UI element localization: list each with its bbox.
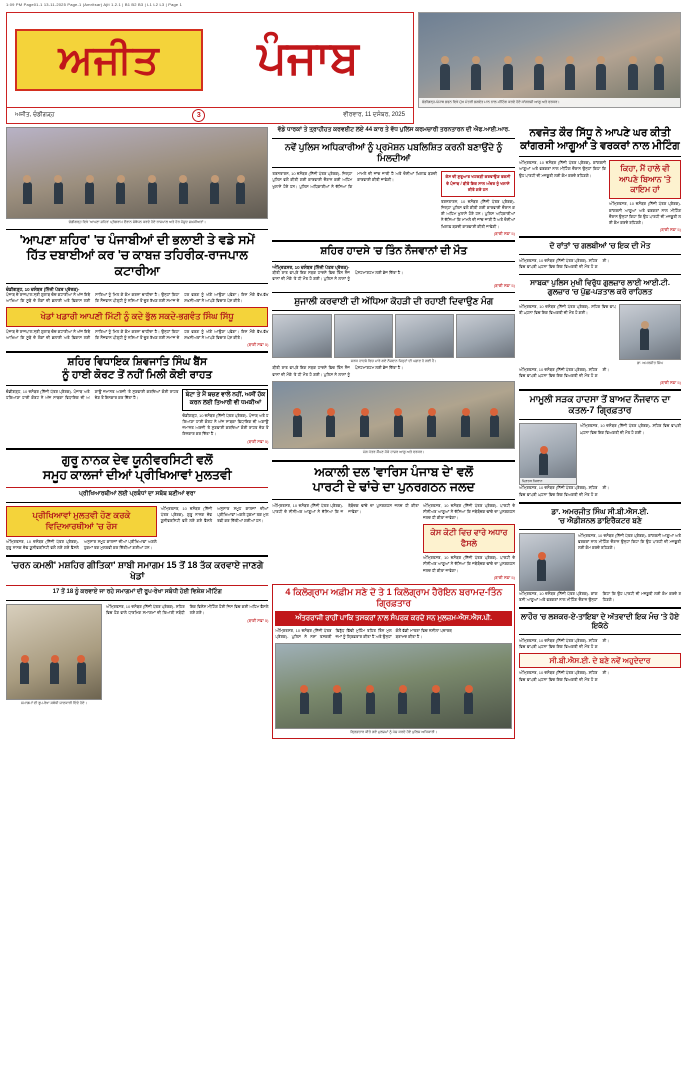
murder-body-2: ਅੰਮ੍ਰਿਤਸਰ, 10 ਦਸੰਬਰ (ਨਿੱਜੀ ਪੱਤਰ ਪ੍ਰੇਰਕ)- ਸ਼ਹਿਰ ਵਿਚ ਵਾਪਰੀ ਘਟਨਾ ਵਿਚ ਇਕ ਵਿਅਕਤੀ ਦੀ ਮੌਤ ਹੋ ਗਈ। (518, 485, 609, 497)
night-headline: ਦੋ ਰਾਂਤਾਂ 'ਚ ਗਲਬੀਆਂ 'ਚ ਇਕ ਦੀ ਮੌਤ (549, 241, 651, 251)
masthead-logo-area (6, 12, 414, 108)
samagam-sub: 17 ਤੋਂ 18 ਨੂੰ ਕਰਵਾਏ ਜਾ ਰਹੇ ਸਮਾਗਮਾਂ ਦੀ ਰੂਪ-ਰੇਖਾ ਸਬੰਧੀ ਹੋਈ ਵਿਸ਼ੇਸ਼ ਮੀਟਿੰਗ (52, 589, 222, 596)
samagam-photo-figures (7, 605, 101, 699)
akali-headline-line1: ਅਕਾਲੀ ਦਲ 'ਵਾਰਿਸ ਪੰਜਾਬ ਦੇ' ਵਲੋਂ (314, 464, 474, 479)
dateline-bar (6, 108, 414, 124)
photo-figures (419, 13, 680, 107)
police-headline: ਨਵੇਂ ਪੁਲਿਸ ਅਧਿਕਾਰੀਆਂ ਨੂੰ ਪ੍ਰਮੋਸ਼ਨ ਪਬਲਿਸ਼ਿਤ ਕਰਨੀ ਬਣਾਉਂਦੇ ਨੂੰ ਮਿਲਦੀਆਂ (284, 141, 503, 164)
story-sidhu-meeting (519, 127, 681, 232)
akali-body-side: ਅੰਮ੍ਰਿਤਸਰ, 10 ਦਸੰਬਰ (ਨਿੱਜੀ ਪੱਤਰ ਪ੍ਰੇਰਕ)- ਪਾਰਟੀ ਦੇ ਸੀਨੀਅਰ ਆਗੂਆਂ ਨੇ ਦੱਸਿਆ ਕਿ ਜਥੇਬੰਦਕ ਢਾਂਚੇ ਦਾ ਪੁਨਰਗਠਨ ਜਲਦ ਹੀ ਕੀਤਾ ਜਾਵੇਗਾ। (422, 502, 515, 521)
print-slug-bar: 1:09 PM Page01-1 13-11-2025 Page-1 (Amritsar) Ajit 1.2.1 | B1 B2 B3 | L1 L2 L3 | Page 1 (6, 2, 183, 7)
bains-body-side: ਚੰਡੀਗੜ੍ਹ, 10 ਦਸੰਬਰ (ਨਿੱਜੀ ਪੱਤਰ ਪ੍ਰੇਰਕ)- ਪੰਜਾਬ ਅਤੇ ਹਰਿਆਣਾ ਹਾਈ ਕੋਰਟ ਨੇ ਅੱਜ ਸਾਬਕਾ ਵਿਧਾਇਕ ਦੀ ਅਗਾਊਂ ਜ਼ਮਾਨਤ ਅਰਜ਼ੀ 'ਤੇ ਸੁਣਵਾਈ ਕਰਦਿਆਂ ਕੋਈ ਰਾਹਤ ਦੇਣ ਤੋਂ ਇਨਕਾਰ ਕਰ ਦਿੱਤਾ ਹੈ। (182, 412, 269, 437)
ad-text: ਸੀ.ਬੀ.ਐਸ.ਈ. ਦੇ ਬਣੇ ਨਵੇਂ ਅਹੁਦੇਦਾਰ (549, 656, 651, 666)
sidhu-headline-line1: ਨਵਜੋਤ ਕੌਰ ਸਿੱਧੂ ਨੇ ਆਪਣੇ ਘਰ ਕੀਤੀ (529, 127, 671, 139)
chief-portrait-caption: ਡਾ. ਅਮਰਜੀਤ ਸਿੰਘ (637, 360, 663, 365)
victim-photo-1 (272, 314, 331, 358)
murder-headline: ਮਾਮੂਲੀ ਸੜਕ ਹਾਦਸਾ ਤੋਂ ਬਾਅਦ ਨੌਜਵਾਨ ਦਾ ਕਤਲ-7 ਗ੍ਰਿਫ਼ਤਾਰ (529, 393, 671, 416)
gndu-banner: ਪ੍ਰੀਖਿਆਵਾਂ ਮੁਲਤਵੀ ਹੋਣ ਕਰਕੇ ਵਿਦਿਆਰਥੀਆਂ 'ਚ ਰੋਸ (6, 506, 157, 537)
samagam-body: ਅੰਮ੍ਰਿਤਸਰ, 10 ਦਸੰਬਰ (ਨਿੱਜੀ ਪੱਤਰ ਪ੍ਰੇਰਕ)- ਸ਼ਹਿਰ ਵਿਚ ਹੋਣ ਵਾਲੇ ਧਾਰਮਿਕ ਸਮਾਗਮਾਂ ਦੀ ਤਿਆਰੀ ਸਬੰਧੀ ਇਕ ਵਿਸ਼ੇਸ਼ ਮੀਟਿੰਗ ਹੋਈ ਜਿਸ ਵਿਚ ਕਈ ਅਹਿਮ ਫੈਸਲੇ ਲਏ ਗਏ। (106, 604, 269, 616)
punjab-wordmark: ਪੰਜਾਬ (257, 31, 359, 83)
victim-photo-2 (334, 314, 393, 358)
night-body: ਅੰਮ੍ਰਿਤਸਰ, 10 ਦਸੰਬਰ (ਨਿੱਜੀ ਪੱਤਰ ਪ੍ਰੇਰਕ)- ਸ਼ਹਿਰ ਵਿਚ ਵਾਪਰੀ ਘਟਨਾ ਵਿਚ ਇਕ ਵਿਅਕਤੀ ਦੀ ਮੌਤ ਹੋ ਗਈ। (518, 257, 609, 269)
page-number-badge: 3 (192, 109, 205, 122)
column-middle (272, 127, 515, 739)
bains-continued: (ਬਾਕੀ ਸਫ਼ਾ 5) (247, 438, 269, 444)
akali-headline-line2: ਪਾਰਟੀ ਦੇ ਢਾਂਚੇ ਦਾ ਪੁਨਰਗਠਨ ਜਲਦ (312, 480, 475, 495)
story-road-accident (272, 245, 515, 289)
story-gndu (6, 453, 268, 551)
cbse-body-2: ਅੰਮ੍ਰਿਤਸਰ, 10 ਦਸੰਬਰ (ਨਿੱਜੀ ਪੱਤਰ ਪ੍ਰੇਰਕ)- ਕਾਂਗਰਸੀ ਆਗੂਆਂ ਅਤੇ ਵਰਕਰਾਂ ਨਾਲ ਮੀਟਿੰਗ ਦੌਰਾਨ ਉਨ੍ਹਾਂ ਕਿਹਾ ਕਿ ਉਹ ਪਾਰਟੀ ਦੀ ਮਜ਼ਬੂਤੀ ਲਈ ਕੰਮ ਕਰਦੇ ਰਹਿਣਗੇ। (518, 590, 681, 602)
masthead-photo (418, 12, 681, 108)
victim-photo-row (272, 314, 515, 358)
sidhu-body: ਅੰਮ੍ਰਿਤਸਰ, 10 ਦਸੰਬਰ (ਨਿੱਜੀ ਪੱਤਰ ਪ੍ਰੇਰਕ)- ਕਾਂਗਰਸੀ ਆਗੂਆਂ ਅਤੇ ਵਰਕਰਾਂ ਨਾਲ ਮੀਟਿੰਗ ਦੌਰਾਨ ਉਨ੍ਹਾਂ ਕਿਹਾ ਕਿ ਉਹ ਪਾਰਟੀ ਦੀ ਮਜ਼ਬੂਤੀ ਲਈ ਕੰਮ ਕਰਦੇ ਰਹਿਣਗੇ। (518, 160, 606, 178)
police-inset-text: ਕੇਸ ਦੀ ਸ਼ੁਰੂਆਤ ਖਟਕੜੀ ਕਰਵਾਉਣ ਤਕਸੀ ਦੇ ਪੰਜਾਬ / ਬੀਤੇ ਇਕ ਸਾਲ ਅੰਦਰ ਨੂੰ ਖਲਾਸੇ ਕੀਤੇ ਗਏ ਹਨ (445, 174, 511, 193)
masthead-photo-caption: ਚੰਡੀਗੜ੍ਹ-ਪੰਜਾਬ ਭਵਨ ਵਿਖੇ ਮੁੱਖ ਮੰਤਰੀ ਭਗਵੰਤ ਮਾਨ ਨਾਲ ਮੀਟਿੰਗ ਕਰਦੇ ਹੋਏ ਕਾਂਗਰਸੀ ਆਗੂ ਅਤੇ ਵਰਕਰ। (419, 98, 680, 107)
cbse-headline-line2: 'ਚ ਐਡੀਸ਼ਨਲ ਡਾਇਰੈਕਟਰ ਬਣੇ (558, 516, 642, 526)
akali-banner: ਕੇਸ ਕੋਟੀ ਵਿਚ ਵਾਰੇ ਅਧਾਰ ਫੈਸਲੇ (423, 524, 515, 553)
gndu-headline-line1: ਗੁਰੂ ਨਾਨਕ ਦੇਵ ਯੂਨੀਵਰਸਿਟੀ ਵਲੋਂ (61, 452, 213, 467)
drug-photo-caption: ਗ੍ਰਿਫ਼ਤਾਰ ਕੀਤੇ ਗਏ ਮੁਲਜ਼ਮਾਂ ਨੂੰ ਪੇਸ਼ ਕਰਦੇ ਹੋਏ ਪੁਲਿਸ ਅਧਿਕਾਰੀ। (350, 729, 438, 734)
group-photo (272, 381, 515, 449)
story-police-promotion (272, 127, 515, 236)
akali-body: ਅੰਮ੍ਰਿਤਸਰ, 10 ਦਸੰਬਰ (ਨਿੱਜੀ ਪੱਤਰ ਪ੍ਰੇਰਕ)- ਪਾਰਟੀ ਦੇ ਸੀਨੀਅਰ ਆਗੂਆਂ ਨੇ ਦੱਸਿਆ ਕਿ ਜਥੇਬੰਦਕ ਢਾਂਚੇ ਦਾ ਪੁਨਰਗਠਨ ਜਲਦ ਹੀ ਕੀਤਾ ਜਾਵੇਗਾ। (272, 502, 419, 514)
gndu-body-2: ਅੰਮ੍ਰਿਤਸਰ, 10 ਦਸੰਬਰ (ਨਿੱਜੀ ਪੱਤਰ ਪ੍ਰੇਰਕ)- ਗੁਰੂ ਨਾਨਕ ਦੇਵ ਯੂਨੀਵਰਸਿਟੀ ਵਲੋਂ ਲਏ ਗਏ ਫੈਸਲੇ ਅਨੁਸਾਰ ਸਮੂਹ ਕਾਲਜਾਂ ਦੀਆਂ ਪ੍ਰੀਖਿਆਵਾਂ ਅਗਲੇ ਹੁਕਮਾਂ ਤਕ ਮੁਲਤਵੀ ਕਰ ਦਿੱਤੀਆਂ ਗਈਆਂ ਹਨ। (160, 505, 269, 523)
akali-body-side2: ਅੰਮ੍ਰਿਤਸਰ, 10 ਦਸੰਬਰ (ਨਿੱਜੀ ਪੱਤਰ ਪ੍ਰੇਰਕ)- ਪਾਰਟੀ ਦੇ ਸੀਨੀਅਰ ਆਗੂਆਂ ਨੇ ਦੱਸਿਆ ਕਿ ਜਥੇਬੰਦਕ ਢਾਂਚੇ ਦਾ ਪੁਨਰਗਠਨ ਜਲਦ ਹੀ ਕੀਤਾ ਜਾਵੇਗਾ। (422, 555, 515, 573)
gndu-body: ਅੰਮ੍ਰਿਤਸਰ, 10 ਦਸੰਬਰ (ਨਿੱਜੀ ਪੱਤਰ ਪ੍ਰੇਰਕ)- ਗੁਰੂ ਨਾਨਕ ਦੇਵ ਯੂਨੀਵਰਸਿਟੀ ਵਲੋਂ ਲਏ ਗਏ ਫੈਸਲੇ ਅਨੁਸਾਰ ਸਮੂਹ ਕਾਲਜਾਂ ਦੀਆਂ ਪ੍ਰੀਖਿਆਵਾਂ ਅਗਲੇ ਹੁਕਮਾਂ ਤਕ ਮੁਲਤਵੀ ਕਰ ਦਿੱਤੀਆਂ ਗਈਆਂ ਹਨ। (6, 538, 157, 550)
lead-photo-figures (7, 128, 267, 218)
murder-victim-photo (519, 423, 577, 485)
gndu-deck: ਪ੍ਰੀਖਿਆਰਥੀਆਂ ਲਈ ਪ੍ਰਬੰਧਾਂ ਦਾ ਸਬੱਬ ਬਣੀਆਂ ਵਰਾ (79, 490, 196, 497)
police-inset-box (441, 171, 515, 197)
lead-headline-line1: 'ਆਪਣਾ ਸ਼ਹਿਰ' 'ਚ ਪੰਜਾਬੀਆਂ ਦੀ ਭਲਾਈ ਤੇ ਵਡੇ ਸਮੇਂ (19, 232, 255, 247)
murder-victim-caption: ਮ੍ਰਿਤਕ ਨੌਜਵਾਨ (520, 478, 576, 484)
lead-byline: ਚੰਡੀਗੜ੍ਹ, 10 ਦਸੰਬਰ (ਨਿੱਜੀ ਪੱਤਰ ਪ੍ਰੇਰਕ)- (6, 286, 80, 292)
bains-body: ਚੰਡੀਗੜ੍ਹ, 10 ਦਸੰਬਰ (ਨਿੱਜੀ ਪੱਤਰ ਪ੍ਰੇਰਕ)- ਪੰਜਾਬ ਅਤੇ ਹਰਿਆਣਾ ਹਾਈ ਕੋਰਟ ਨੇ ਅੱਜ ਸਾਬਕਾ ਵਿਧਾਇਕ ਦੀ ਅਗਾਊਂ ਜ਼ਮਾਨਤ ਅਰਜ਼ੀ 'ਤੇ ਸੁਣਵਾਈ ਕਰਦਿਆਂ ਕੋਈ ਰਾਹਤ ਦੇਣ ਤੋਂ ਇਨਕਾਰ ਕਰ ਦਿੱਤਾ ਹੈ। (6, 389, 179, 401)
bains-headline-line2: ਨੂੰ ਹਾਈ ਕੋਰਟ ਤੋਂ ਨਹੀਂ ਮਿਲੀ ਕੋਈ ਰਾਹਤ (62, 369, 213, 382)
accident-body: ਬੀਤੀ ਰਾਤ ਵਾਪਰੇ ਇਕ ਸੜਕ ਹਾਦਸੇ ਵਿਚ ਤਿੰਨ ਨੌਜਵਾਨਾਂ ਦੀ ਮੌਕੇ 'ਤੇ ਹੀ ਮੌਤ ਹੋ ਗਈ। ਪੁਲਿਸ ਨੇ ਲਾਸ਼ਾਂ ਨੂੰ ਪੋਸਟਮਾਰਟਮ ਲਈ ਭੇਜ ਦਿੱਤਾ ਹੈ। (272, 269, 403, 282)
story-samagam (6, 560, 268, 707)
lahore-headline: ਲਾਹੌਰ 'ਚ ਲਸ਼ਕਰ-ਏ-ਤਾਇਬਾ ਦੇ ਅੱਤਵਾਦੀ ਇਕ ਮੰਚ 'ਤੇ ਹੋਏ ਇਕੱਠੇ (520, 611, 680, 631)
samagam-photo-caption: ਸਮਾਗਮਾਂ ਦੀ ਰੂਪ-ਰੇਖਾ ਸਬੰਧੀ ਜਾਣਕਾਰੀ ਦਿੰਦੇ ਹੋਏ। (21, 701, 87, 706)
cbse-body: ਅੰਮ੍ਰਿਤਸਰ, 10 ਦਸੰਬਰ (ਨਿੱਜੀ ਪੱਤਰ ਪ੍ਰੇਰਕ)- ਕਾਂਗਰਸੀ ਆਗੂਆਂ ਅਤੇ ਵਰਕਰਾਂ ਨਾਲ ਮੀਟਿੰਗ ਦੌਰਾਨ ਉਨ੍ਹਾਂ ਕਿਹਾ ਕਿ ਉਹ ਪਾਰਟੀ ਦੀ ਮਜ਼ਬੂਤੀ ਲਈ ਕੰਮ ਕਰਦੇ ਰਹਿਣਗੇ। (577, 532, 681, 550)
drug-photo (275, 643, 512, 729)
chief-continued: (ਬਾਕੀ ਸਫ਼ਾ 5) (659, 379, 681, 385)
bains-headline-line1: ਸ਼ਹਿਰ ਵਿਧਾਇਕ ਸ਼ਿਵਜਾਤਿ ਸਿੰਘ ਬੈਂਸ (67, 355, 207, 368)
police-inset-body: ਤਰਨਤਾਰਨ, 10 ਦਸੰਬਰ (ਨਿੱਜੀ ਪੱਤਰ ਪ੍ਰੇਰਕ)- ਜ਼ਿਲ੍ਹਾ ਪੁਲਿਸ ਵਲੋਂ ਕੀਤੀ ਗਈ ਕਾਰਵਾਈ ਦੌਰਾਨ ਕਈ ਅਹਿਮ ਖੁਲਾਸੇ ਹੋਏ ਹਨ। ਪੁਲਿਸ ਅਧਿਕਾਰੀਆਂ ਨੇ ਦੱਸਿਆ ਕਿ ਮਾਮਲੇ ਦੀ ਜਾਂਚ ਜਾਰੀ ਹੈ ਅਤੇ ਦੋਸ਼ੀਆਂ ਖ਼ਿਲਾਫ਼ ਬਣਦੀ ਕਾਰਵਾਈ ਕੀਤੀ ਜਾਵੇਗੀ। (440, 198, 515, 229)
content-grid (6, 127, 681, 739)
column-right (519, 127, 681, 739)
story-cbse-appointment (519, 507, 681, 603)
chief-portrait-figure (620, 305, 680, 359)
story-lahore-terror (519, 612, 681, 683)
chief-headline: ਸਾਬਕਾ ਪੁਲਿਸ ਮੁਖੀ ਵਿਰੁੱਧ ਗੁਲਜ਼ਾਰ ਲਾਈ ਆਈ.ਟੀ. ਗੁਲਜ਼ਾਰ 'ਚ ਪੁੱਛ-ਪੜਤਾਲ ਕਰੋ ਰਾਹਿਲਤ (530, 277, 670, 297)
gndu-headline-line2: ਸਮੂਹ ਕਾਲਜਾਂ ਦੀਆਂ ਪ੍ਰੀਖਿਆਵਾਂ ਮੁਲਤਵੀ (42, 468, 232, 483)
lead-story (6, 127, 268, 347)
accident-byline: ਅੰਮ੍ਰਿਤਸਰ, 10 ਦਸੰਬਰ (ਨਿੱਜੀ ਪੱਤਰ ਪ੍ਰੇਰਕ)- (272, 264, 350, 270)
sidhu-headline-line2: ਕਾਂਗਰਸੀ ਆਗੂਆਂ ਤੇ ਵਰਕਰਾਂ ਨਾਲ ਮੀਟਿੰਗ (520, 140, 680, 153)
accident-headline: ਸ਼ਹਿਰ ਹਾਦਸੇ 'ਚ ਤਿੰਨ ਨੌਜਵਾਨਾਂ ਦੀ ਮੌਤ (320, 244, 468, 257)
lead-continued: (ਬਾਕੀ ਸਫ਼ਾ 5) (247, 341, 269, 347)
group-photo-caption: ਮੰਗ ਪੱਤਰ ਸੌਂਪਣ ਮੌਕੇ ਹਾਜ਼ਰ ਆਗੂ ਅਤੇ ਵਰਕਰ। (362, 449, 425, 454)
murder-victim-figure (520, 424, 576, 484)
issue-date: ਵੀਰਵਾਰ, 11 ਦਸੰਬਰ, 2025 (343, 112, 405, 118)
edition-label: ਅਜੀਤ, ਚੰਡੀਗੜ੍ਹ (15, 112, 55, 118)
story-ex-police-chief (519, 278, 681, 385)
sidhu-body-side: ਅੰਮ੍ਰਿਤਸਰ, 10 ਦਸੰਬਰ (ਨਿੱਜੀ ਪੱਤਰ ਪ੍ਰੇਰਕ)- ਕਾਂਗਰਸੀ ਆਗੂਆਂ ਅਤੇ ਵਰਕਰਾਂ ਨਾਲ ਮੀਟਿੰਗ ਦੌਰਾਨ ਉਨ੍ਹਾਂ ਕਿਹਾ ਕਿ ਉਹ ਪਾਰਟੀ ਦੀ ਮਜ਼ਬੂਤੀ ਲਈ ਕੰਮ ਕਰਦੇ ਰਹਿਣਗੇ। (609, 201, 681, 225)
lead-body: ਪੰਜਾਬ ਦੇ ਰਾਜਪਾਲ ਸ੍ਰੀ ਗੁਲਾਬ ਚੰਦ ਕਟਾਰੀਆ ਨੇ ਅੱਜ ਇਥੇ ਆਖਿਆ ਕਿ ਸੂਬੇ ਦੇ ਲੋਕਾਂ ਦੀ ਭਲਾਈ ਅਤੇ ਵਿਕਾਸ ਲਈ ਸਾਰਿਆਂ ਨੂੰ ਮਿਲ ਕੇ ਕੰਮ ਕਰਨਾ ਚਾਹੀਦਾ ਹੈ। ਉਨ੍ਹਾਂ ਕਿਹਾ ਕਿ ਨੌਜਵਾਨ ਪੀੜ੍ਹੀ ਨੂੰ ਨਸ਼ਿਆਂ ਤੋਂ ਦੂਰ ਰੱਖਣ ਲਈ ਸਮਾਜ ਦੇ ਹਰ ਵਰਗ ਨੂੰ ਅੱਗੇ ਆਉਣਾ ਪਵੇਗਾ। ਇਸ ਮੌਕੇ ਵੱਖ-ਵੱਖ ਸ਼ਖ਼ਸੀਅਤਾਂ ਨੇ ਆਪਣੇ ਵਿਚਾਰ ਪੇਸ਼ ਕੀਤੇ। (6, 291, 269, 303)
chief-body-2: ਅੰਮ੍ਰਿਤਸਰ, 10 ਦਸੰਬਰ (ਨਿੱਜੀ ਪੱਤਰ ਪ੍ਰੇਰਕ)- ਸ਼ਹਿਰ ਵਿਚ ਵਾਪਰੀ ਘਟਨਾ ਵਿਚ ਇਕ ਵਿਅਕਤੀ ਦੀ ਮੌਤ ਹੋ ਗਈ। (518, 366, 609, 378)
sidhu-continued: (ਬਾਕੀ ਸਫ਼ਾ 5) (659, 227, 681, 233)
bains-quote-box: ਬੇਟਾ ਤੇ ਮੈਂ ਬਚਣ ਵਾਲੇ ਨਹੀਂ, ਅਸੀਂ ਹੱਕ ਕਰਨ ਲਈ ਤਿਆਰੀ ਵੀ ਧਮਕੀਆਂ (182, 389, 268, 411)
lahore-body-2: ਅੰਮ੍ਰਿਤਸਰ, 10 ਦਸੰਬਰ (ਨਿੱਜੀ ਪੱਤਰ ਪ੍ਰੇਰਕ)- ਸ਼ਹਿਰ ਵਿਚ ਵਾਪਰੀ ਘਟਨਾ ਵਿਚ ਇਕ ਵਿਅਕਤੀ ਦੀ ਮੌਤ ਹੋ ਗਈ। (518, 670, 609, 682)
lahore-body: ਅੰਮ੍ਰਿਤਸਰ, 10 ਦਸੰਬਰ (ਨਿੱਜੀ ਪੱਤਰ ਪ੍ਰੇਰਕ)- ਸ਼ਹਿਰ ਵਿਚ ਵਾਪਰੀ ਘਟਨਾ ਵਿਚ ਇਕ ਵਿਅਕਤੀ ਦੀ ਮੌਤ ਹੋ ਗਈ। (518, 637, 609, 649)
group-photo-figures (273, 382, 514, 448)
police-body: ਤਰਨਤਾਰਨ, 10 ਦਸੰਬਰ (ਨਿੱਜੀ ਪੱਤਰ ਪ੍ਰੇਰਕ)- ਜ਼ਿਲ੍ਹਾ ਪੁਲਿਸ ਵਲੋਂ ਕੀਤੀ ਗਈ ਕਾਰਵਾਈ ਦੌਰਾਨ ਕਈ ਅਹਿਮ ਖੁਲਾਸੇ ਹੋਏ ਹਨ। ਪੁਲਿਸ ਅਧਿਕਾਰੀਆਂ ਨੇ ਦੱਸਿਆ ਕਿ ਮਾਮਲੇ ਦੀ ਜਾਂਚ ਜਾਰੀ ਹੈ ਅਤੇ ਦੋਸ਼ੀਆਂ ਖ਼ਿਲਾਫ਼ ਬਣਦੀ ਕਾਰਵਾਈ ਕੀਤੀ ਜਾਵੇਗੀ। (272, 171, 437, 189)
lead-pullquote: ਖੇਡਾਂ ਖਡਾਰੀ ਆਪਣੀ ਮਿੱਟੀ ਨੂੰ ਕਦੇ ਭੁੱਲ ਸਕਦੇ-ਭਗਵੰਤ ਸਿੰਘ ਸਿੱਧੂ (6, 307, 268, 326)
lead-photo (6, 127, 268, 219)
ajit-logo: ਅਜੀਤ (15, 29, 203, 91)
story-drug-bust (272, 584, 515, 739)
story-akali-dal (272, 465, 515, 580)
police-continued: (ਬਾਕੀ ਸਫ਼ਾ 5) (493, 230, 515, 236)
victim-photo-3 (395, 314, 454, 358)
lead-photo-caption: ਚੰਡੀਗੜ੍ਹ ਵਿਖੇ 'ਆਪਣਾ ਸ਼ਹਿਰ' ਪ੍ਰੋਗਰਾਮ ਦੌਰਾਨ ਸੰਬੋਧਨ ਕਰਦੇ ਹੋਏ ਰਾਜਪਾਲ ਅਤੇ ਹੋਰ ਮੌਜੂਦ ਸ਼ਖ਼ਸੀਅਤਾਂ। (68, 220, 206, 224)
newspaper-page (0, 10, 687, 1089)
accident-continued: (ਬਾਕੀ ਸਫ਼ਾ 5) (493, 283, 515, 289)
sidhu-quote-box: ਕਿਹਾ, ਮੈਂ ਹਾਲੇ ਵੀ ਆਪਣੇ ਬਿਆਨ 'ਤੇ ਕਾਇਮ ਹਾਂ (609, 160, 681, 199)
lead-body-cont: ਪੰਜਾਬ ਦੇ ਰਾਜਪਾਲ ਸ੍ਰੀ ਗੁਲਾਬ ਚੰਦ ਕਟਾਰੀਆ ਨੇ ਅੱਜ ਇਥੇ ਆਖਿਆ ਕਿ ਸੂਬੇ ਦੇ ਲੋਕਾਂ ਦੀ ਭਲਾਈ ਅਤੇ ਵਿਕਾਸ ਲਈ ਸਾਰਿਆਂ ਨੂੰ ਮਿਲ ਕੇ ਕੰਮ ਕਰਨਾ ਚਾਹੀਦਾ ਹੈ। ਉਨ੍ਹਾਂ ਕਿਹਾ ਕਿ ਨੌਜਵਾਨ ਪੀੜ੍ਹੀ ਨੂੰ ਨਸ਼ਿਆਂ ਤੋਂ ਦੂਰ ਰੱਖਣ ਲਈ ਸਮਾਜ ਦੇ ਹਰ ਵਰਗ ਨੂੰ ਅੱਗੇ ਆਉਣਾ ਪਵੇਗਾ। ਇਸ ਮੌਕੇ ਵੱਖ-ਵੱਖ ਸ਼ਖ਼ਸੀਅਤਾਂ ਨੇ ਆਪਣੇ ਵਿਚਾਰ ਪੇਸ਼ ਕੀਤੇ। (6, 328, 269, 340)
lead-headline-line2: ਹਿੱਤ ਦਬਾਈਆਂ ਕਰ 'ਚ ਕਾਬਜ਼ ਤਹਿਰੀਕ-ਰਾਜਪਾਲ ਕਟਾਰੀਆ (26, 248, 248, 279)
cbse-portrait (519, 533, 575, 591)
samagam-photo (6, 604, 102, 700)
police-kicker: ਵੱਡੇ ਧਾਰਕਾਂ ਤੇ ਤ੍ਰਾਹੀਹਤ ਕਰਵਈਟ ਲਏ 44 ਕਾਰ ਤੇ ਵੱਧ ਪੁਲਿਸ ਕਰਮਚਾਰੀ ਤਰਨਤਾਰਨ ਦੀ ਐਫ.ਆਈ.ਆਰ. (277, 127, 510, 133)
victims-caption: ਸੜਕ ਹਾਦਸੇ ਵਿਚ ਮਾਰੇ ਗਏ ਨੌਜਵਾਨ ਜਿਨ੍ਹਾਂ ਦੀ ਪਛਾਣ ਹੋ ਗਈ ਹੈ। (350, 359, 437, 364)
drug-headline: 4 ਕਿਲੋਗ੍ਰਾਮ ਅਫ਼ੀਮ ਸਣੇ ਦੋ ਤੇ 1 ਕਿਲੋਗ੍ਰਾਮ ਹੈਰੋਇਨ ਬਰਾਮਦ-ਤਿੰਨ ਗ੍ਰਿਫ਼ਤਾਰ (285, 586, 503, 608)
cbse-headline-line1: ਡਾ. ਅਮਰਜੀਤ ਸਿੰਘ ਸੀ.ਬੀ.ਐਸ.ਈ. (551, 506, 649, 516)
chief-body: ਅੰਮ੍ਰਿਤਸਰ, 10 ਦਸੰਬਰ (ਨਿੱਜੀ ਪੱਤਰ ਪ੍ਰੇਰਕ)- ਸ਼ਹਿਰ ਵਿਚ ਵਾਪਰੀ ਘਟਨਾ ਵਿਚ ਇਕ ਵਿਅਕਤੀ ਦੀ ਮੌਤ ਹੋ ਗਈ। (518, 303, 616, 315)
cbse-portrait-figure (520, 534, 574, 590)
release-headline: ਸ਼ੁਜਾਲੀ ਕਰਵਾਈ ਦੀ ਅੱਧਿਆ ਕੋਹੜੀ ਦੀ ਰਹਾਈ ਦਿਵਾਉਣ ਮੰਗ (294, 296, 494, 307)
drug-banner: ਅੰਤਰਰਾਜੀ ਰਾਹੀਂ ਪਾਕਿ ਤਸਕਰਾਂ ਨਾਲ ਸੰਪਰਕ ਕਰਦੇ ਸਨ ਮੁਲਜ਼ਮ-ਐਸ.ਐਸ.ਪੀ. (275, 611, 512, 626)
samagam-continued: (ਬਾਕੀ ਸਫ਼ਾ 5) (247, 617, 269, 623)
release-body: ਬੀਤੀ ਰਾਤ ਵਾਪਰੇ ਇਕ ਸੜਕ ਹਾਦਸੇ ਵਿਚ ਤਿੰਨ ਨੌਜਵਾਨਾਂ ਦੀ ਮੌਕੇ 'ਤੇ ਹੀ ਮੌਤ ਹੋ ਗਈ। ਪੁਲਿਸ ਨੇ ਲਾਸ਼ਾਂ ਨੂੰ ਪੋਸਟਮਾਰਟਮ ਲਈ ਭੇਜ ਦਿੱਤਾ ਹੈ। (272, 365, 403, 377)
chief-portrait (619, 304, 681, 360)
akali-continued: (ਬਾਕੀ ਸਫ਼ਾ 5) (493, 574, 515, 580)
murder-body: ਅੰਮ੍ਰਿਤਸਰ, 10 ਦਸੰਬਰ (ਨਿੱਜੀ ਪੱਤਰ ਪ੍ਰੇਰਕ)- ਸ਼ਹਿਰ ਵਿਚ ਵਾਪਰੀ ਘਟਨਾ ਵਿਚ ਇਕ ਵਿਅਕਤੀ ਦੀ ਮੌਤ ਹੋ ਗਈ। (579, 423, 681, 435)
cbse-officials-ad (519, 653, 681, 668)
drug-photo-figures (276, 644, 511, 728)
story-bains (6, 356, 268, 444)
victim-photo-4 (456, 314, 515, 358)
drug-body: ਅੰਮ੍ਰਿਤਸਰ, 10 ਦਸੰਬਰ (ਨਿੱਜੀ ਪੱਤਰ ਪ੍ਰੇਰਕ)- ਪੁਲਿਸ ਨੇ ਨਸ਼ਾ ਤਸਕਰੀ ਵਿਰੁੱਧ ਵਿੱਢੀ ਮੁਹਿੰਮ ਤਹਿਤ ਤਿੰਨ ਮੁਲਜ਼ਮਾਂ ਨੂੰ ਗ੍ਰਿਫ਼ਤਾਰ ਕੀਤਾ ਹੈ ਅਤੇ ਉਨ੍ਹਾਂ ਕੋਲੋਂ ਵੱਡੀ ਮਾਤਰਾ ਵਿਚ ਨਸ਼ੀਲਾ ਪਦਾਰਥ ਬਰਾਮਦ ਕੀਤਾ ਹੈ। (275, 628, 452, 640)
samagam-headline: 'ਚਰਨ ਕਮਲੀ' ਮਸ਼ਹਿਰ ਗੀਤਿਕਾ' ਸ਼ਾਬੀ ਸਮਾਗਮ 15 ਤੋਂ 18 ਤੱਕ ਕਰਵਾਏ ਜਾਣਗੇ ਖੇਡਾਂ (11, 559, 264, 582)
column-left (6, 127, 268, 739)
story-murder (519, 394, 681, 498)
story-night-death (519, 241, 681, 270)
story-release-demand (272, 296, 515, 455)
masthead (6, 12, 681, 108)
